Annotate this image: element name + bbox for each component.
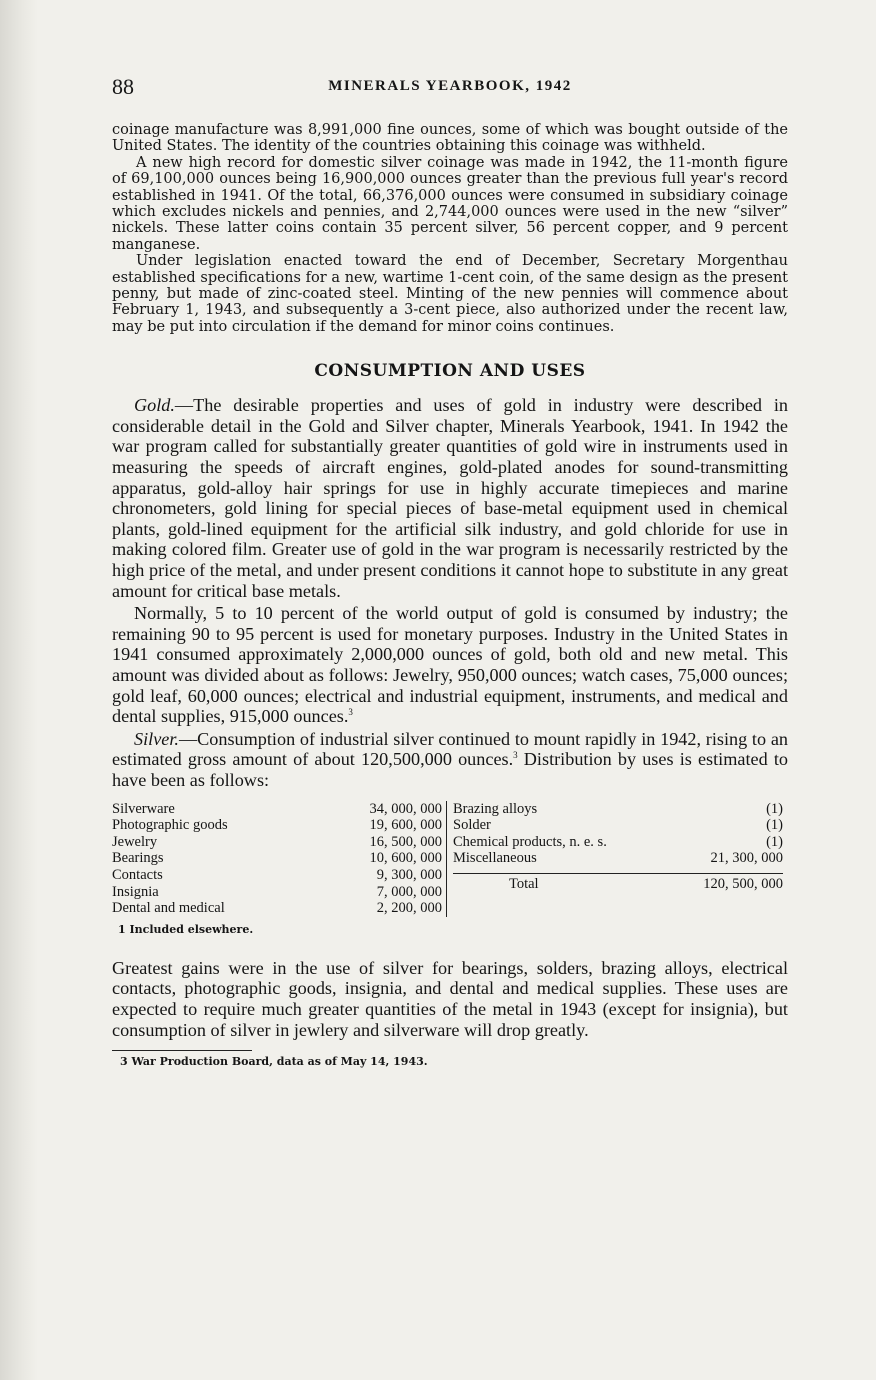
silver-text: —Consumption of industrial silver continued to mount rapidly in 1942, rising to an estimated gross amount of about 120,500,000 ounces. (112, 728, 788, 770)
intro-paragraph-1: coinage manufacture was 8,991,000 fine ounces, some of which was bought outside of the United States. The identity of the countries obtaining this coinage was withheld. (112, 122, 788, 155)
normally-text: Normally, 5 to 10 percent of the world output of gold is consumed by industry; the remaining 90 to 95 percent is used for monetary purposes. Industry in the United States in 1941 consumed approximately 2,000,000 ounces of gold, both old and new metal. This amount was divided about as follows: Jewelry, 950,000 ounces; watch cases, 75,000 ounces; gold leaf, 60,000 ounces; electrical and industrial equipment, instruments, and medical and dental supplies, 915,000 ounces. (112, 603, 788, 727)
closing-paragraph: Greatest gains were in the use of silver for bearings, solders, brazing alloys, electrical contacts, photographic goods, insignia, and dental and medical supplies. These uses are expected to require much greater quantities of the metal in 1943 (except for insignia), but consumption of silver in jewlery and silverware will drop greatly. (112, 957, 788, 1040)
row-value: 21, 300, 000 (710, 850, 783, 867)
running-title: MINERALS YEARBOOK, 1942 (328, 78, 572, 94)
section-heading: CONSUMPTION AND USES (314, 361, 586, 382)
row-label: Miscellaneous (453, 850, 537, 867)
table-row (453, 817, 783, 834)
table-row (112, 801, 442, 818)
row-label: Jewelry (112, 833, 158, 850)
row-label: Bearings (112, 850, 164, 867)
row-label: Contacts (112, 866, 163, 883)
footnote-ref: 3 (348, 707, 353, 718)
row-label: Insignia (112, 883, 159, 900)
gold-label: Gold. (134, 395, 175, 416)
table-row (112, 900, 442, 917)
table-right-column (447, 801, 783, 917)
section-body (112, 395, 788, 790)
table-left-column (112, 801, 447, 917)
table-row (453, 801, 783, 818)
table-row (453, 834, 783, 851)
intro-text (112, 122, 788, 335)
gold-text: —The desirable properties and uses of gold in industry were described in considerable detail in the Gold and Silver chapter, Minerals Yearbook, 1941. In 1942 the war program called for substantially greater quantities of gold wire in instruments used in measuring the speeds of aircraft engines, gold-plated anodes for sound-transmitting apparatus, gold-alloy hair springs for use in highly accurate timepieces and marine chronometers, gold lining for special pieces of base-metal equipment used in chemical plants, gold-lined equipment for the artificial silk industry, and gold chloride for use in making colored film. Greater use of gold in the war program is necessarily restricted by the high price of the metal, and under present conditions it cannot hope to substitute in any great amount for critical base metals. (112, 395, 788, 601)
row-label: Brazing alloys (453, 800, 538, 817)
row-value: (1) (766, 817, 783, 834)
row-value: (1) (766, 800, 783, 817)
silver-uses-table (112, 801, 788, 917)
silver-text-2: Distribution by uses is estimated to have been as follows: (112, 749, 788, 790)
closing-text (112, 958, 788, 1040)
table-row (112, 834, 442, 851)
row-value: 2, 200, 000 (376, 900, 442, 917)
page-number: 88 (112, 74, 134, 99)
row-value: 16, 500, 000 (369, 833, 442, 850)
row-label: Chemical products, n. e. s. (453, 833, 607, 850)
row-value: 19, 600, 000 (369, 817, 442, 834)
total-value: 120, 500, 000 (703, 875, 783, 892)
table-note: 1 Included elsewhere. (118, 922, 254, 936)
intro-paragraph-2: A new high record for domestic silver coinage was made in 1942, the 11-month figure of 69,100,000 ounces being 16,900,000 ounces greater than the previous full year's record established in 1941. Of the total, 66,376,000 ounces were consumed in subsidiary coinage which excludes nickels and pennies, and 2,744,000 ounces were used in the new “silver” nickels. These latter coins contain 35 percent silver, 56 percent copper, and 9 percent manganese. (112, 154, 788, 253)
silver-paragraph (112, 729, 788, 791)
table-row (112, 867, 442, 884)
row-value: 34, 000, 000 (369, 800, 442, 817)
table-total-row (453, 873, 783, 893)
gold-paragraph (112, 395, 788, 601)
row-label: Photographic goods (112, 817, 228, 834)
row-value: 10, 600, 000 (369, 850, 442, 867)
row-value: 7, 000, 000 (376, 883, 442, 900)
row-label: Solder (453, 817, 491, 834)
row-value: (1) (766, 833, 783, 850)
scan-shadow (0, 0, 38, 1380)
silver-label: Silver. (134, 728, 179, 749)
row-value: 9, 300, 000 (376, 866, 442, 883)
page-header (112, 74, 788, 108)
total-label: Total (509, 875, 539, 892)
footnote: 3 War Production Board, data as of May 14, 1943. (120, 1055, 428, 1069)
page (112, 74, 788, 1068)
row-label: Dental and medical (112, 900, 225, 917)
footnote-ref: 3 (513, 750, 518, 761)
footnote-divider (112, 1050, 252, 1051)
row-label: Silverware (112, 800, 175, 817)
normally-paragraph (112, 603, 788, 727)
intro-paragraph-3: Under legislation enacted toward the end of December, Secretary Morgenthau established specifications for a new, wartime 1-cent coin, of the same design as the present penny, but made of zinc-coated steel. Minting of the new pennies will commence about February 1, 1943, and subsequently a 3-cent piece, also authorized under the recent law, may be put into circulation if the demand for minor coins continues. (112, 253, 788, 335)
table-row (112, 817, 442, 834)
table-row (112, 884, 442, 901)
table-row (112, 850, 442, 867)
table-row (453, 850, 783, 867)
